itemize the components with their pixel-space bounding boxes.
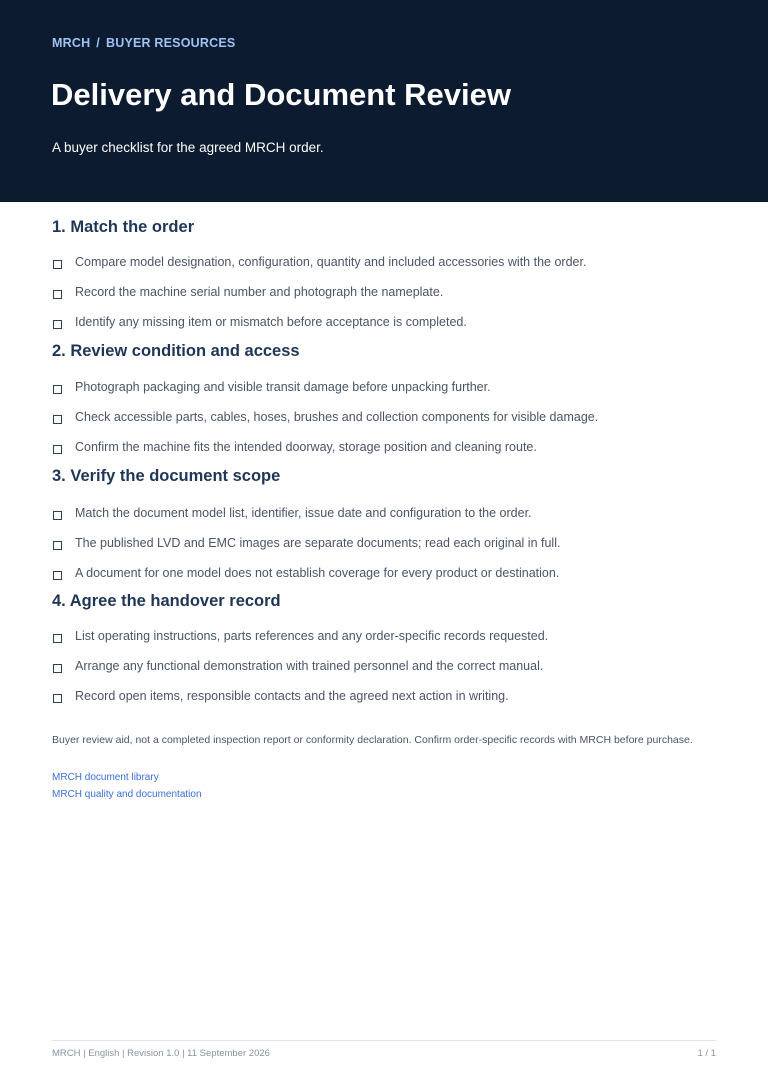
- disclaimer-note: Buyer review aid, not a completed inspection report or conformity declaration. Confirm order-specific records with MRCH before purchase.: [52, 734, 693, 746]
- checklist-item: [52, 307, 716, 337]
- checklist-item-text: Record open items, responsible contacts and the agreed next action in writing.: [75, 689, 509, 703]
- page-number: 1 / 1: [697, 1048, 716, 1059]
- checkbox[interactable]: [53, 320, 62, 329]
- checklist-item-text: Match the document model list, identifier, issue date and configuration to the order.: [75, 506, 532, 520]
- section-handover-record: [52, 590, 716, 711]
- breadcrumb-separator: /: [96, 36, 100, 50]
- checkbox[interactable]: [53, 541, 62, 550]
- checklist-item-text: Check accessible parts, cables, hoses, brushes and collection components for visible damage.: [75, 410, 599, 424]
- checkbox[interactable]: [53, 511, 62, 520]
- section-verify-scope: [52, 465, 716, 588]
- checklist-item: [52, 277, 716, 307]
- checkbox[interactable]: [53, 445, 62, 454]
- checkbox[interactable]: [53, 290, 62, 299]
- checklist-item-text: Arrange any functional demonstration with trained personnel and the correct manual.: [75, 659, 544, 673]
- checklist-item: [52, 558, 716, 588]
- checklist-item: [52, 651, 716, 681]
- footer-meta: MRCH | English | Revision 1.0 | 11 September 2026: [52, 1048, 270, 1059]
- checklist-item: [52, 528, 716, 558]
- checklist-item: [52, 621, 716, 651]
- section-review-condition: [52, 340, 716, 462]
- section-heading: 1. Match the order: [52, 218, 195, 236]
- checkbox[interactable]: [53, 260, 62, 269]
- checkbox[interactable]: [53, 385, 62, 394]
- section-match-order: [52, 216, 716, 337]
- checklist-item: [52, 402, 716, 432]
- checklist-item: [52, 432, 716, 462]
- section-heading: 2. Review condition and access: [52, 342, 300, 360]
- checklist-item: [52, 247, 716, 277]
- checklist-item: [52, 681, 716, 711]
- page-subtitle: A buyer checklist for the agreed MRCH order.: [52, 140, 324, 155]
- checklist-item-text: List operating instructions, parts references and any order-specific records requested.: [75, 629, 549, 643]
- checklist-item: [52, 498, 716, 528]
- section-heading: 3. Verify the document scope: [52, 467, 281, 485]
- checkbox[interactable]: [53, 634, 62, 643]
- checklist-item-text: The published LVD and EMC images are separate documents; read each original in full.: [75, 536, 561, 550]
- footer-divider: [52, 1040, 716, 1041]
- checklist-item-text: Confirm the machine fits the intended doorway, storage position and cleaning route.: [75, 440, 537, 454]
- checkbox[interactable]: [53, 694, 62, 703]
- breadcrumb-item-buyer-resources[interactable]: BUYER RESOURCES: [105, 36, 236, 50]
- breadcrumb: [52, 36, 235, 50]
- page-header: [0, 0, 768, 202]
- checkbox[interactable]: [53, 571, 62, 580]
- checkbox[interactable]: [53, 415, 62, 424]
- checklist-item: [52, 372, 716, 402]
- checklist-item-text: A document for one model does not establish coverage for every product or destination.: [75, 566, 560, 580]
- checkbox[interactable]: [53, 664, 62, 673]
- checklist-item-text: Compare model designation, configuration, quantity and included accessories with the order.: [75, 255, 587, 269]
- breadcrumb-item-mrch[interactable]: MRCH: [52, 36, 91, 50]
- link-quality-documentation[interactable]: MRCH quality and documentation: [52, 789, 202, 800]
- page-title: Delivery and Document Review: [51, 77, 511, 112]
- section-heading: 4. Agree the handover record: [52, 592, 281, 610]
- checklist-item-text: Identify any missing item or mismatch before acceptance is completed.: [75, 315, 467, 329]
- checklist-item-text: Photograph packaging and visible transit damage before unpacking further.: [75, 380, 491, 394]
- link-document-library[interactable]: MRCH document library: [52, 772, 159, 783]
- checklist-item-text: Record the machine serial number and photograph the nameplate.: [75, 285, 444, 299]
